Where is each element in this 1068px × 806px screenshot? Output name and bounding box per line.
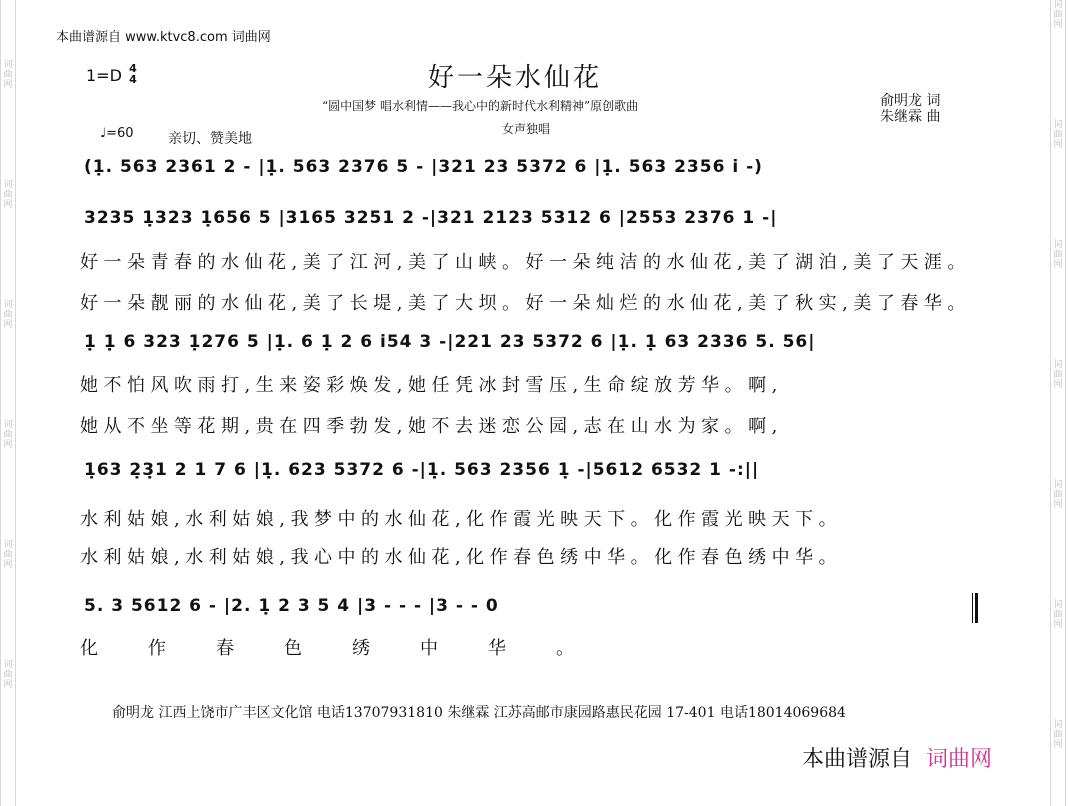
brand-source-label: 本曲谱源自 xyxy=(802,747,913,772)
key-signature: 1=D xyxy=(86,66,122,85)
watermark-text: 词曲网 xyxy=(3,180,13,210)
watermark-text: 词曲网 xyxy=(3,540,13,570)
time-signature-top: 4 xyxy=(129,62,137,75)
lyric-line: 好一朵青春的水仙花,美了江河,美了山峡。好一朵纯洁的水仙花,美了湖泊,美了天涯。 xyxy=(80,252,971,273)
watermark-text: 词曲网 xyxy=(1053,240,1063,270)
lyric-line: 水利姑娘,水利姑娘,我心中的水仙花,化作春色绣中华。化作春色绣中华。 xyxy=(80,547,843,568)
notation-line: 3235 1̣323 1̣656 5 |3165 3251 2 -|321 2123 5312 6 |2553 2376 1 -| xyxy=(84,208,778,228)
notation-line: (1̣. 563 2361 2 - |1̣. 563 2376 5 - |321 23 5372 6 |1̣. 563 2356 i -) xyxy=(84,157,763,177)
lyricist-credit: 俞明龙 词 xyxy=(880,93,941,109)
lyric-line: 她从不坐等花期,贵在四季勃发,她不去迷恋公园,志在山水为家。啊, xyxy=(80,416,783,437)
watermark-text: 词曲网 xyxy=(1053,720,1063,750)
lyric-line: 水利姑娘,水利姑娘,我梦中的水仙花,化作霞光映天下。化作霞光映天下。 xyxy=(80,509,843,530)
author-contact-info: 俞明龙 江西上饶市广丰区文化馆 电话13707931810 朱继霖 江苏高邮市康园路惠民花园 17-401 电话18014069684 xyxy=(112,705,846,721)
source-brand xyxy=(802,742,992,773)
song-title: 好一朵水仙花 xyxy=(428,63,603,93)
source-link[interactable]: 本曲谱源自 www.ktvc8.com 词曲网 xyxy=(56,30,271,45)
notation-line: 1̣63 2̣3̣1 2 1 7 6 |1̣. 623 5372 6 -|1̣. 563 2356 1̣ -|5612 6532 1 -:|| xyxy=(84,460,760,480)
watermark-text: 词曲网 xyxy=(3,660,13,690)
tempo-marking: ♩=60 xyxy=(100,126,134,141)
watermark-text: 词曲网 xyxy=(1053,120,1063,150)
watermark-text: 词曲网 xyxy=(3,420,13,450)
final-barline xyxy=(972,593,978,623)
watermark-text: 词曲网 xyxy=(1053,480,1063,510)
lyric-line: 好一朵靓丽的水仙花,美了长堤,美了大坝。好一朵灿烂的水仙花,美了秋实,美了春华。 xyxy=(80,293,971,314)
brand-site-name[interactable]: 词曲网 xyxy=(926,747,993,772)
right-watermark-strip xyxy=(1050,0,1066,806)
composer-credit: 朱继霖 曲 xyxy=(880,109,941,125)
watermark-text: 词曲网 xyxy=(1053,360,1063,390)
voice-type: 女声独唱 xyxy=(502,122,551,136)
notation-line: 1̣ 1̣ 6 323 1̣276 5 |1̣. 6 1̣ 2 6 i̇54 3 -|221 23 5372 6 |1̣. 1̣ 63 2336 5. 56| xyxy=(84,332,816,352)
time-signature-bottom: 4 xyxy=(129,73,137,86)
expression-marking: 亲切、赞美地 xyxy=(168,131,252,147)
time-signature xyxy=(126,63,140,85)
watermark-text: 词曲网 xyxy=(1053,0,1063,30)
notation-line: 5. 3 5612 6 - |2. 1̣ 2 3 5 4 |3 - - - |3 - - 0 xyxy=(84,596,499,616)
song-subtitle: “圆中国梦 唱水利情——我心中的新时代水利精神”原创歌曲 xyxy=(322,99,639,113)
lyric-line: 她不怕风吹雨打,生来姿彩焕发,她任凭冰封雪压,生命绽放芳华。啊, xyxy=(80,375,783,396)
watermark-text: 词曲网 xyxy=(3,60,13,90)
watermark-text: 词曲网 xyxy=(1053,600,1063,630)
lyric-line: 化作春色绣中华。 xyxy=(80,638,624,659)
watermark-text: 词曲网 xyxy=(3,300,13,330)
left-watermark-strip xyxy=(0,0,16,806)
